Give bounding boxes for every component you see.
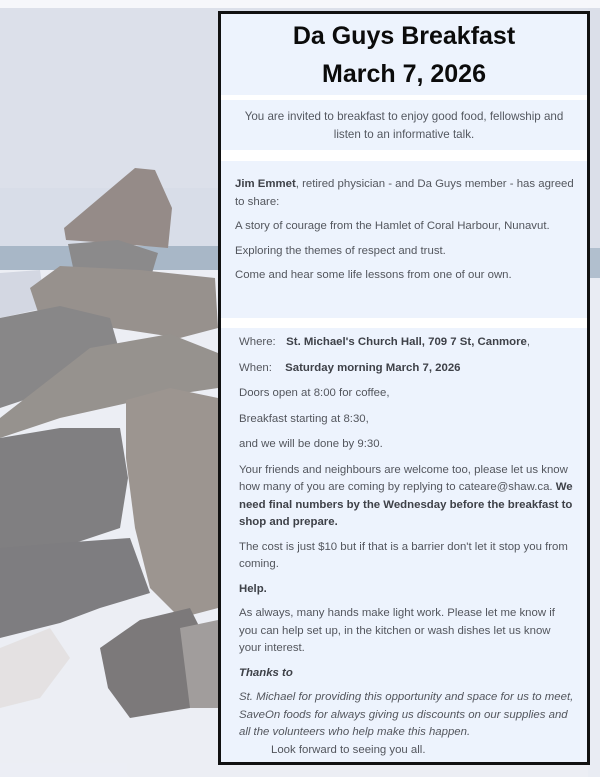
speaker-intro xyxy=(235,176,575,211)
where-value: St. Michael's Church Hall, 709 7 St, Canmore xyxy=(286,336,527,348)
closing-line: Look forward to seeing you all. xyxy=(271,743,426,756)
where-suffix: , xyxy=(526,336,531,348)
where-label: Where: xyxy=(239,336,276,348)
thanks-heading: Thanks to xyxy=(239,666,293,679)
rsvp-punctuation: . xyxy=(549,481,556,493)
talk-topic-line: A story of courage from the Hamlet of Coral Harbour, Nunavut. xyxy=(235,220,550,232)
doors-open-line: Doors open at 8:00 for coffee, xyxy=(239,387,390,399)
speaker-description: , retired physician - and Da Guys member - has agreed to share: xyxy=(235,178,574,208)
speaker-section xyxy=(221,161,587,318)
details-section xyxy=(221,328,587,762)
talk-theme-line: Exploring the themes of respect and trust. xyxy=(235,244,446,257)
intro-text: You are invited to breakfast to enjoy good food, fellowship and listen to an informative talk. xyxy=(244,110,564,141)
intro-section xyxy=(221,100,587,150)
when-label: When: xyxy=(239,361,272,374)
cost-paragraph: The cost is just $10 but if that is a barrier don't let it stop you from coming. xyxy=(239,540,568,570)
help-paragraph: As always, many hands make light work. Please let me know if you can help set up, in the kitchen or wash dishes let us know your interest. xyxy=(239,607,555,654)
talk-invite-line: Come and hear some life lessons from one of our own. xyxy=(235,269,512,281)
when-line xyxy=(239,360,575,378)
flyer-panel xyxy=(218,11,590,765)
event-date-title: March 7, 2026 xyxy=(322,60,486,88)
help-heading-text: Help. xyxy=(239,582,267,595)
event-title: Da Guys Breakfast xyxy=(292,22,516,50)
breakfast-start-line: Breakfast starting at 8:30, xyxy=(239,412,369,425)
help-heading xyxy=(239,581,575,599)
speaker-name: Jim Emmet xyxy=(235,178,296,190)
end-time-line: and we will be done by 9:30. xyxy=(239,438,383,450)
when-value: Saturday morning March 7, 2026 xyxy=(285,361,461,374)
title-section xyxy=(221,14,587,95)
rsvp-paragraph xyxy=(239,462,575,532)
where-line xyxy=(239,334,575,352)
rsvp-deadline: We need final numbers by the Wednesday before the breakfast to shop and prepare. xyxy=(239,481,573,528)
rsvp-email-link[interactable]: cateare@shaw.ca xyxy=(458,481,550,493)
rsvp-text: Your friends and neighbours are welcome too, please let us know how many of you are coming by replying to xyxy=(239,463,568,493)
thanks-paragraph: St. Michael for providing this opportunity and space for us to meet, SaveOn foods for always giving us discounts on our supplies and all the volunteers who help make this happen. xyxy=(239,691,574,738)
